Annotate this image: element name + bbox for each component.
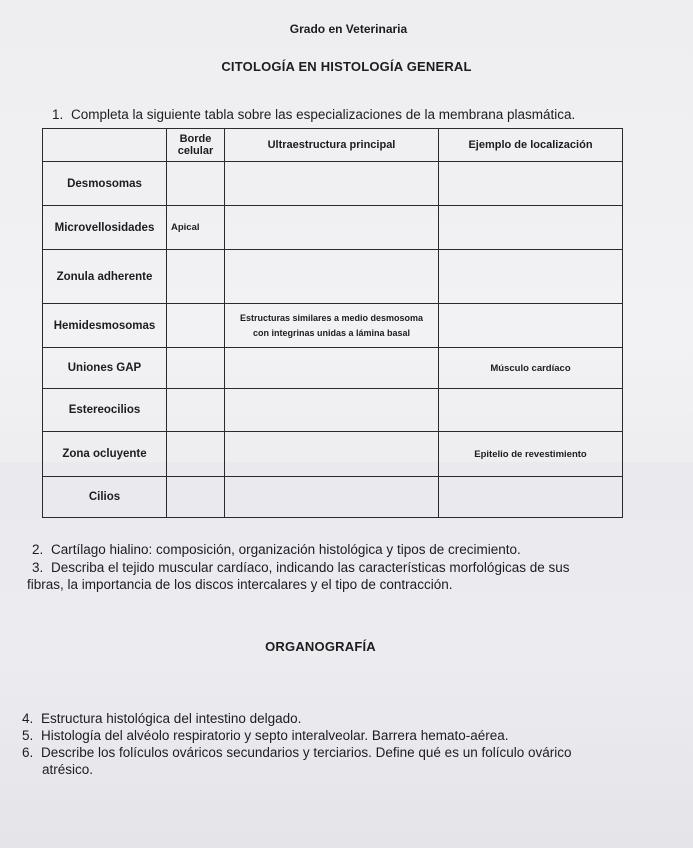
paper-fold-shade — [0, 462, 693, 848]
row-loc[interactable]: Epitelio de revestimiento — [439, 432, 623, 477]
row-ultra[interactable] — [225, 162, 439, 206]
row-name: Estereocilios — [43, 389, 167, 432]
row-borde[interactable] — [167, 304, 225, 348]
row-borde[interactable] — [167, 432, 225, 477]
degree-title: Grado en Veterinaria — [289, 22, 408, 36]
question-number: 3. — [32, 560, 44, 575]
table-row — [43, 389, 623, 432]
row-loc[interactable] — [439, 250, 623, 304]
question-number: 6. — [22, 745, 34, 760]
question-number: 2. — [32, 542, 44, 557]
row-ultra[interactable] — [225, 250, 439, 304]
table-row — [43, 250, 623, 304]
row-ultra[interactable] — [225, 389, 439, 432]
row-name: Cilios — [43, 477, 167, 518]
table-row — [43, 477, 623, 518]
row-borde[interactable] — [167, 477, 225, 518]
question-number: 4. — [22, 711, 34, 726]
row-name: Desmosomas — [43, 162, 167, 206]
question-text: Estructura histológica del intestino delgado. — [41, 711, 302, 726]
row-name: Zona ocluyente — [43, 432, 167, 477]
question-5 — [22, 727, 662, 744]
section-title-organografia: ORGANOGRAFÍA — [265, 639, 376, 654]
row-name: Uniones GAP — [43, 348, 167, 389]
row-ultra[interactable] — [225, 348, 439, 389]
question-text: Describe los folículos ováricos secundarios y terciarios. Define qué es un folículo ovárico — [41, 745, 572, 760]
row-name: Hemidesmosomas — [43, 304, 167, 348]
membrane-specializations-table — [42, 128, 623, 518]
question-6 — [22, 744, 662, 778]
row-loc[interactable] — [439, 162, 623, 206]
question-text: Completa la siguiente tabla sobre las especializaciones de la membrana plasmática. — [71, 107, 576, 122]
row-loc[interactable] — [439, 477, 623, 518]
row-ultra[interactable] — [225, 206, 439, 250]
question-2 — [32, 541, 672, 558]
row-ultra[interactable] — [225, 432, 439, 477]
question-number: 1. — [52, 107, 64, 122]
table-header-row — [43, 129, 623, 162]
table-row — [43, 304, 623, 348]
row-name: Microvellosidades — [43, 206, 167, 250]
row-ultra[interactable] — [225, 477, 439, 518]
question-text-cont: atrésico. — [42, 762, 94, 777]
row-loc[interactable]: Músculo cardíaco — [439, 348, 623, 389]
question-text-cont: fibras, la importancia de los discos intercalares y el tipo de contracción. — [27, 577, 453, 592]
table-row — [43, 162, 623, 206]
question-text: Describa el tejido muscular cardíaco, indicando las características morfológicas de sus — [51, 560, 570, 575]
table-row — [43, 348, 623, 389]
header-ultraestructura: Ultraestructura principal — [225, 129, 439, 162]
table-row — [43, 432, 623, 477]
header-ejemplo: Ejemplo de localización — [439, 129, 623, 162]
row-loc[interactable] — [439, 206, 623, 250]
row-borde[interactable] — [167, 389, 225, 432]
question-3 — [24, 559, 664, 593]
question-1 — [52, 106, 672, 123]
row-borde[interactable] — [167, 250, 225, 304]
row-borde[interactable] — [167, 348, 225, 389]
row-borde[interactable] — [167, 162, 225, 206]
question-4 — [22, 710, 662, 727]
question-text: Cartílago hialino: composición, organización histológica y tipos de crecimiento. — [51, 542, 521, 557]
row-loc[interactable] — [439, 304, 623, 348]
header-blank — [43, 129, 167, 162]
row-borde[interactable]: Apical — [167, 206, 225, 250]
table-row — [43, 206, 623, 250]
row-name: Zonula adherente — [43, 250, 167, 304]
section-title-citologia: CITOLOGÍA EN HISTOLOGÍA GENERAL — [221, 59, 472, 74]
ultra-line-1: Estructuras similares a medio desmosoma — [239, 312, 424, 323]
row-loc[interactable] — [439, 389, 623, 432]
header-borde-celular: Borde celular — [167, 129, 225, 162]
row-ultra[interactable] — [225, 304, 439, 348]
question-text: Histología del alvéolo respiratorio y septo interalveolar. Barrera hemato-aérea. — [41, 728, 509, 743]
ultra-line-2: con integrinas unidas a lámina basal — [252, 327, 411, 338]
question-number: 5. — [22, 728, 34, 743]
